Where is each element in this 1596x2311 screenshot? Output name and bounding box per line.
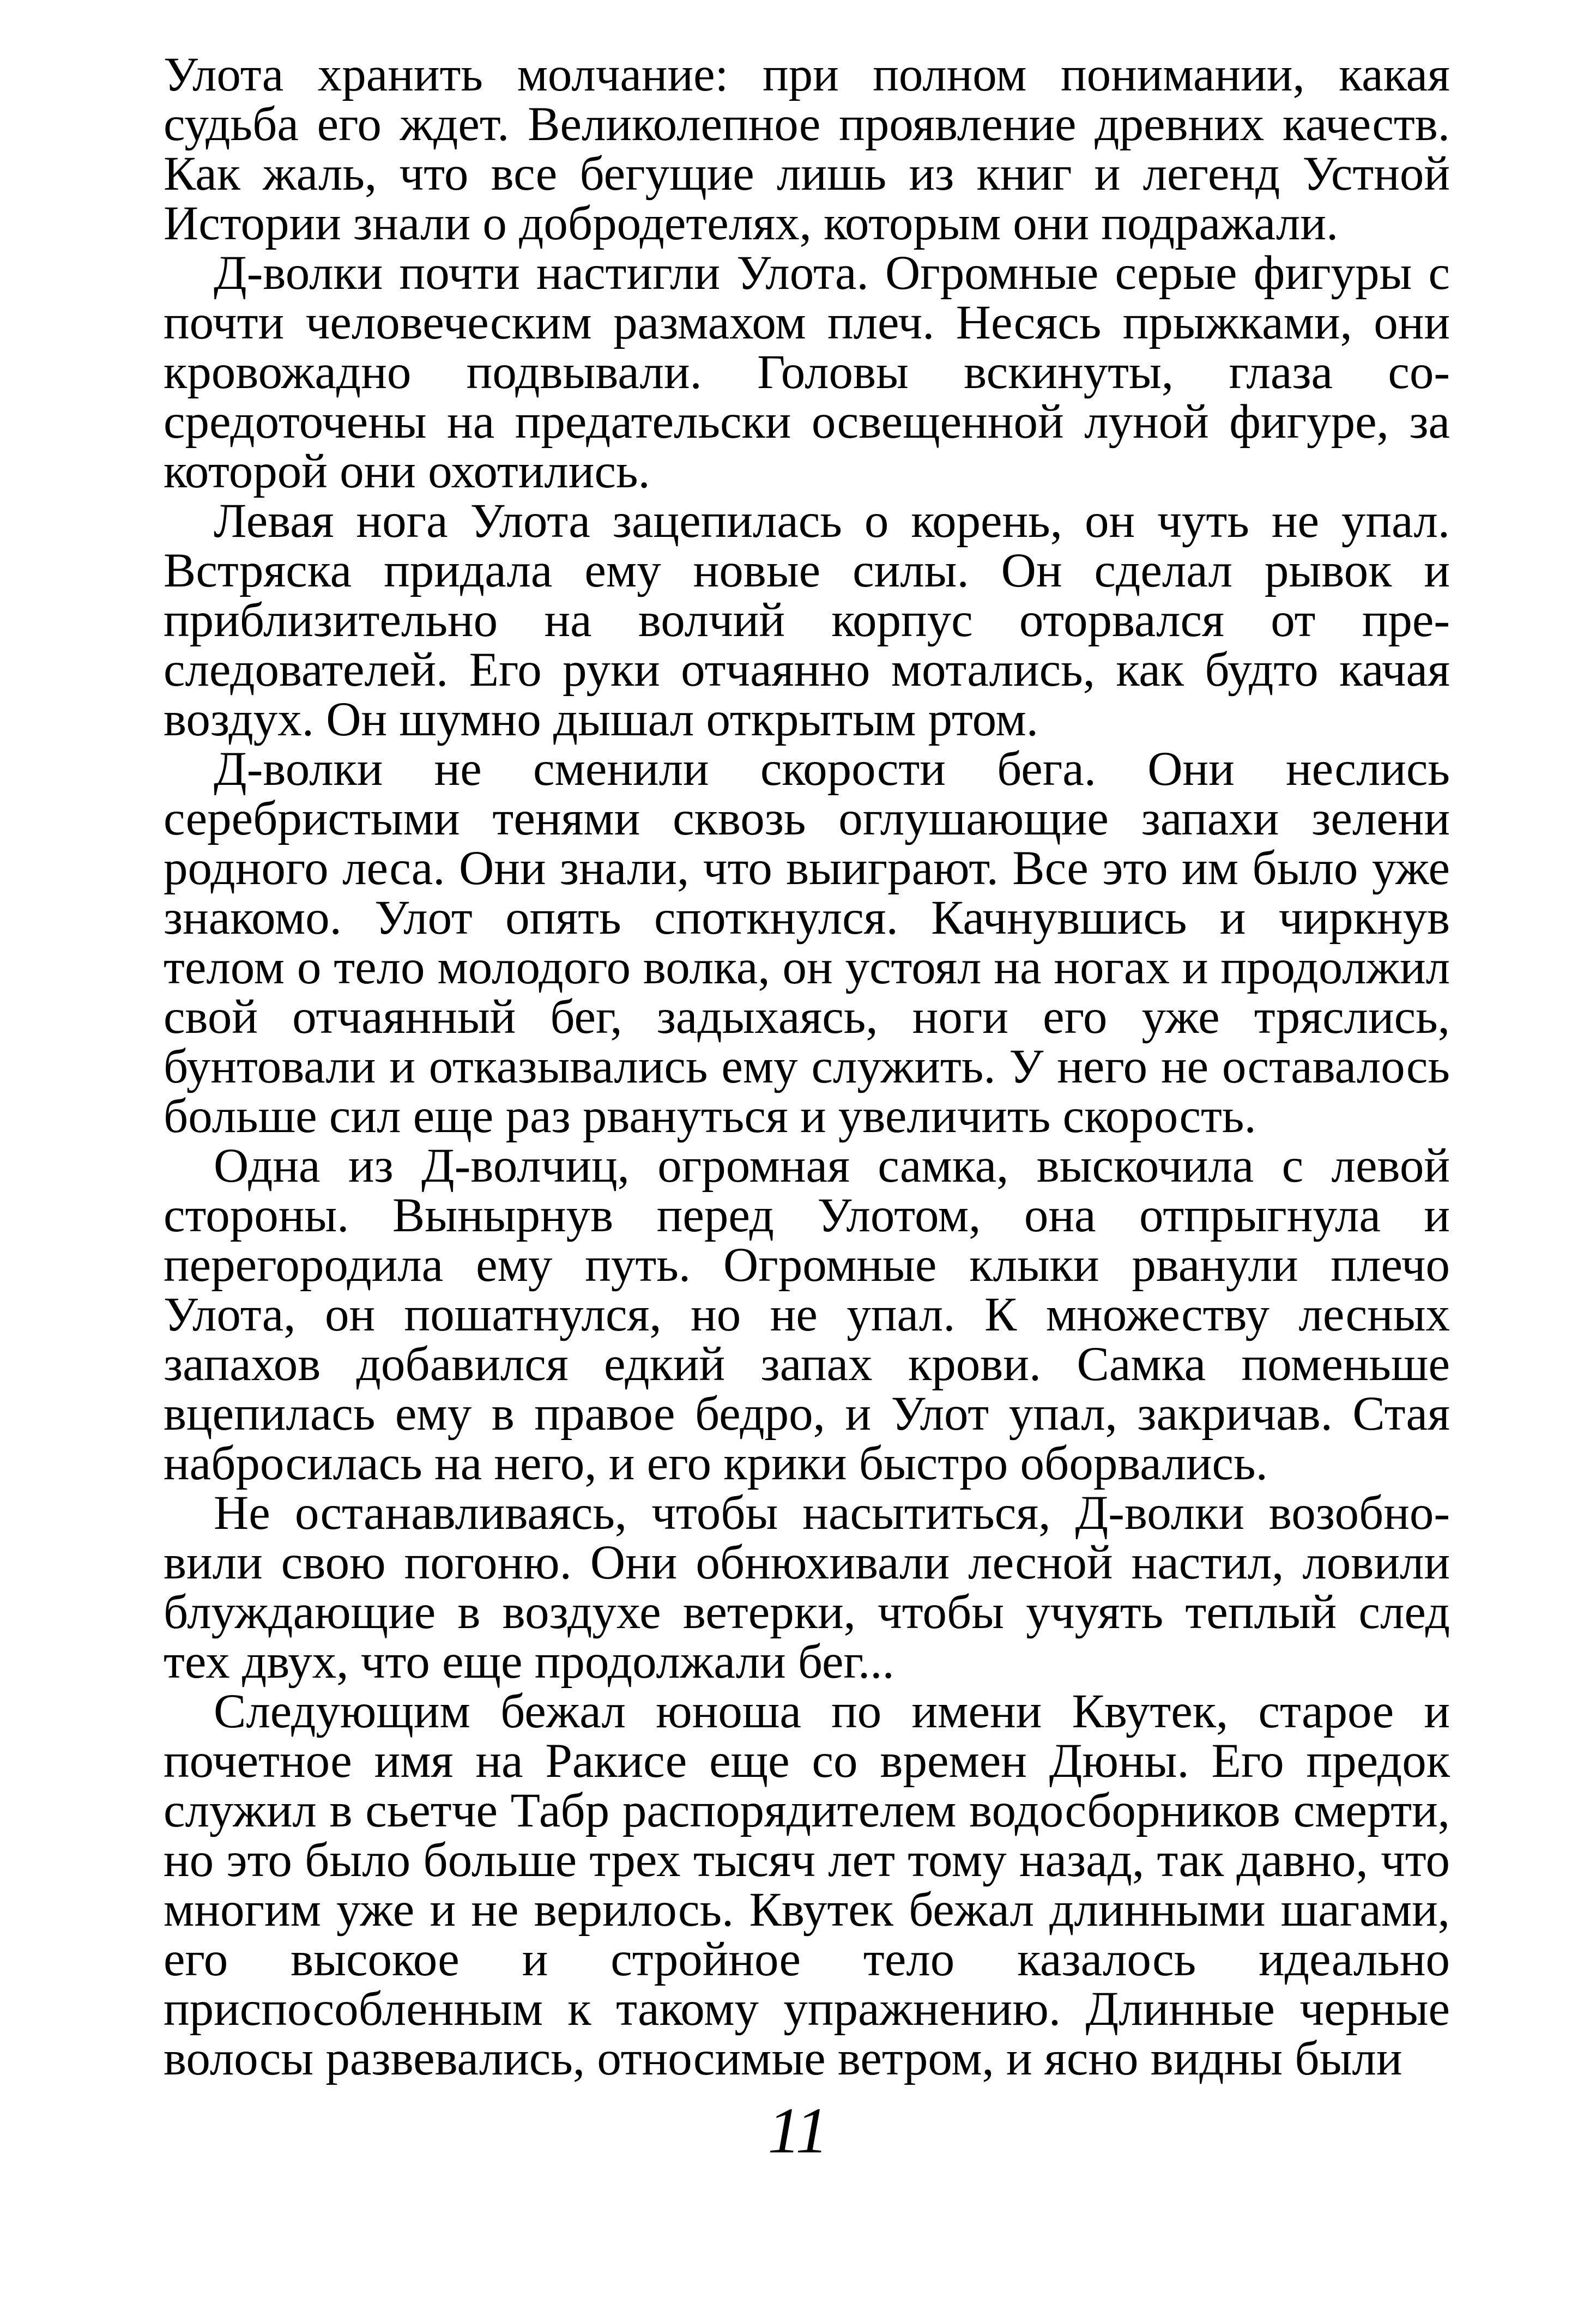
- paragraph-7: Следующим бежал юноша по имени Квутек, старое и почетное имя на Ракисе еще со времен Дюны. Его предок служил в сьетче Табр распорядителем водосборников смерти, но это было больше трех тысяч лет тому назад, так давно, что многим уже и не верилось. Квутек бежал длинными шагами, его высокое и стройное тело казалось идеально приспособленным к такому упражнению. Длинные черные волосы развевались, относимые ветром, и ясно видны были: [164, 1685, 1450, 2085]
- paragraph-3: Левая нога Улота зацепилась о корень, он чуть не упал. Встряска придала ему новые силы. Он сделал рывок и приблизительно на волчий корпус оторвался от преследователей. Его руки отчаянно мотались, как будто качая воздух. Он шумно дышал открытым ртом.: [164, 494, 1450, 746]
- paragraph-4: Д-волки не сменили скорости бега. Они неслись серебристыми тенями сквозь оглушающие запахи зелени родного леса. Они знали, что выиграют. Все это им было уже знакомо. Улот опять споткнулся. Качнувшись и чиркнув телом о тело молодого волка, он устоял на ногах и продолжил свой отчаянный бег, задыхаясь, ноги его уже тряслись, бунтовали и отказывались ему служить. У него не оставалось больше сил еще раз рвануться и увеличить скорость.: [164, 742, 1450, 1143]
- text-body: [164, 50, 1450, 2084]
- paragraph-6: Не останавливаясь, чтобы насытиться, Д-волки возобновили свою погоню. Они обнюхивали лесной настил, ловили блуждающие в воздухе ветерки, чтобы учуять теплый след тех двух, что еще продолжали бег...: [164, 1486, 1450, 1689]
- paragraph-2: Д-волки почти настигли Улота. Огромные серые фигуры с почти человеческим размахом плеч. Несясь прыжками, они кровожадно подвывали. Головы вскинуты, глаза сосредоточены на предательски освещенной луной фигуре, за которой они охотились.: [164, 246, 1450, 498]
- paragraph-1: Улота хранить молчание: при полном понимании, какая судьба его ждет. Великолепное проявление древних качеств. Как жаль, что все бегущие лишь из книг и легенд Устной Истории знали о добродетелях, которым они подражали.: [164, 48, 1450, 250]
- paragraph-5: Одна из Д-волчиц, огромная самка, выскочила с левой стороны. Вынырнув перед Улотом, она отпрыгнула и перегородила ему путь. Огромные клыки рванули плечо Улота, он пошатнулся, но не упал. К множеству лесных запахов добавился едкий запах крови. Самка поменьше вцепилась ему в правое бедро, и Улот упал, закричав. Стая набросилась на него, и его крики быстро оборвались.: [164, 1139, 1450, 1490]
- page-number: 11: [767, 2094, 829, 2167]
